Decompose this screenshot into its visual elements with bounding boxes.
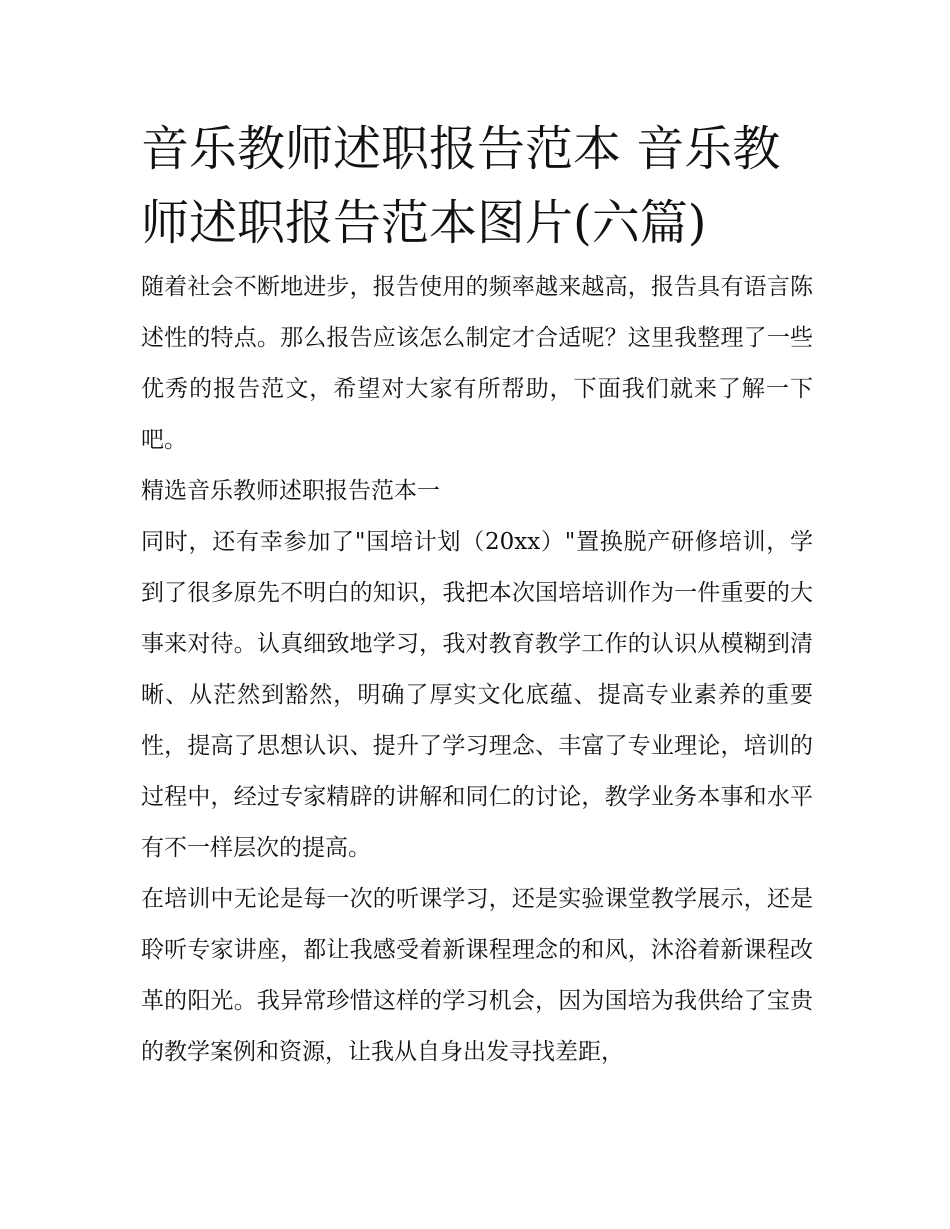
document-title: 音乐教师述职报告范本 音乐教师述职报告范本图片(六篇) xyxy=(141,121,781,251)
section-heading: 精选音乐教师述职报告范本一 xyxy=(141,478,440,504)
intro-paragraph: 随着社会不断地进步，报告使用的频率越来越高，报告具有语言陈述性的特点。那么报告应该怎么制定才合适呢？这里我整理了一些优秀的报告范文，希望对大家有所帮助，下面我们就来了解一下吧。 xyxy=(141,274,813,453)
body-paragraph: 在培训中无论是每一次的听课学习，还是实验课堂教学展示，还是聆听专家讲座，都让我感受着新课程理念的和风，沐浴着新课程改革的阳光。我异常珍惜这样的学习机会，因为国培为我供给了宝贵的教学案例和资源，让我从自身出发寻找差距， xyxy=(141,886,813,1065)
body-paragraph: 同时，还有幸参加了"国培计划（20xx）"置换脱产研修培训，学到了很多原先不明白的知识，我把本次国培培训作为一件重要的大事来对待。认真细致地学习，我对教育教学工作的认识从模糊到清晰、从茫然到豁然，明确了厚实文化底蕴、提高专业素养的重要性，提高了思想认识、提升了学习理念、丰富了专业理论，培训的过程中，经过专家精辟的讲解和同仁的讨论，教学业务本事和水平有不一样层次的提高。 xyxy=(141,529,813,861)
document-body xyxy=(141,262,813,1078)
document-content xyxy=(141,112,813,1078)
